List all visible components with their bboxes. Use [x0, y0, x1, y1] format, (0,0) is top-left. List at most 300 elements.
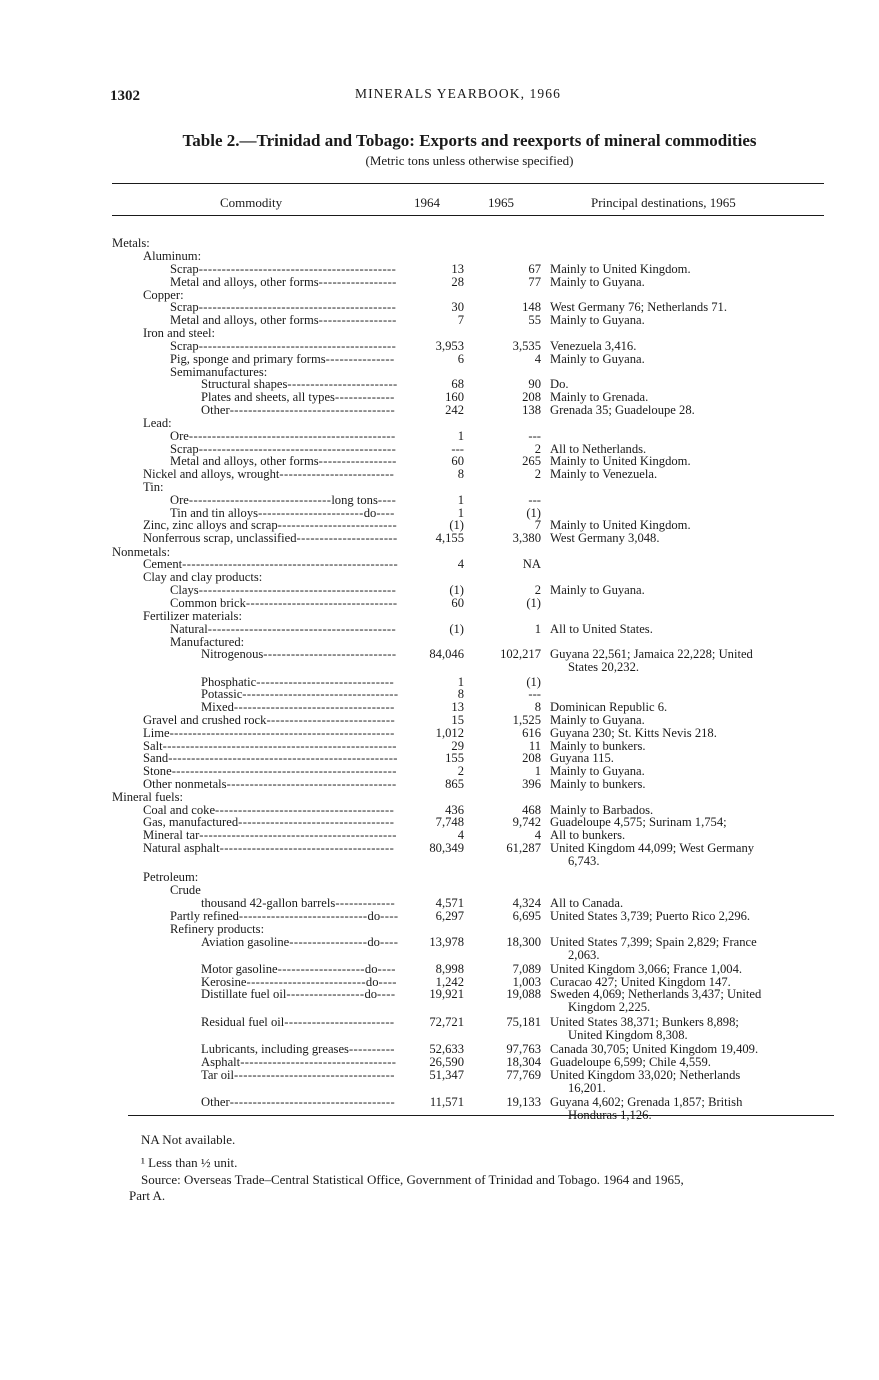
leader-dots: ---- [380, 909, 399, 923]
leader-dots: ---------------------------------- [242, 687, 399, 701]
row-label [143, 764, 397, 778]
cell-1964: 52,633 [429, 1042, 464, 1056]
footnote-1: ¹ Less than ½ unit. [141, 1155, 238, 1170]
cell-1964: 51,347 [429, 1068, 464, 1082]
leader-dots: ------------- [335, 896, 396, 910]
leader-dots: ------------------------------------------- [198, 300, 397, 314]
table-header-rule [112, 215, 824, 216]
table-row [0, 764, 879, 778]
cell-1965: 1,003 [512, 975, 541, 989]
row-label-text: Scrap [170, 300, 199, 314]
row-label [170, 339, 396, 353]
leader-dots: --------------------------------------------------- [162, 739, 397, 753]
row-label-text: Clays [170, 583, 199, 597]
row-label-text: Mixed [201, 700, 234, 714]
row-label [143, 751, 398, 765]
cell-destination: United Kingdom 44,099; West Germany [550, 841, 755, 855]
row-label [143, 815, 394, 829]
cell-1965: 2 [534, 442, 541, 456]
row-label-text: Coal and coke [143, 803, 216, 817]
table-row [0, 313, 879, 327]
cell-destination: Mainly to bunkers. [550, 777, 646, 791]
table-top-rule [112, 183, 824, 184]
row-label [143, 609, 242, 623]
leader-dots: ----------------------------- [263, 647, 397, 661]
row-label-text: Ore [170, 429, 189, 443]
row-label-text: Nitrogenous [201, 647, 264, 661]
table-row [0, 531, 879, 545]
cell-1964: 29 [451, 739, 464, 753]
table-row [0, 935, 879, 962]
row-label [143, 570, 262, 584]
leader-dots: ---------------------- [296, 531, 398, 545]
cell-1965: 18,304 [506, 1055, 541, 1069]
leader-dots: -------------------------- [246, 975, 366, 989]
row-label-text: Phosphatic [201, 675, 257, 689]
leader-dots: ---- [376, 506, 395, 520]
cell-1965: --- [528, 687, 541, 701]
row-label-text: Sand [143, 751, 169, 765]
cell-1965: NA [522, 557, 541, 571]
leader-dots: ---- [377, 493, 397, 507]
leader-dots: ------------------------------------------------- [169, 726, 395, 740]
row-label [143, 467, 394, 481]
row-label [170, 454, 397, 468]
leader-dots: ----------------- [289, 935, 368, 949]
table-row [0, 326, 879, 340]
cell-1964: 6,297 [435, 909, 464, 923]
leader-dots: ------------------- [277, 962, 365, 976]
leader-dots: ---- [379, 935, 399, 949]
row-label-text: Other [201, 403, 230, 417]
row-label-text: thousand 42-gallon barrels [201, 896, 336, 910]
unit-label: do [367, 935, 380, 949]
table-row [0, 249, 879, 263]
cell-destination: Mainly to Grenada. [550, 390, 649, 404]
row-label-text: Partly refined [170, 909, 239, 923]
cell-destination: Mainly to Barbados. [550, 803, 654, 817]
row-label-text: Nickel and alloys, wrought [143, 467, 280, 481]
cell-1965: 265 [522, 454, 541, 468]
row-label-text: Refinery products: [170, 922, 265, 936]
leader-dots: ----------------------------------- [234, 1068, 395, 1082]
cell-destination: Guyana 115. [550, 751, 614, 765]
cell-1965: 77 [528, 275, 541, 289]
leader-dots: ---- [378, 975, 397, 989]
cell-1964: 4,571 [435, 896, 464, 910]
row-label [170, 909, 399, 923]
row-label-text: Scrap [170, 442, 199, 456]
cell-1965: (1) [526, 675, 541, 689]
table-row [0, 1042, 879, 1056]
cell-1965: 6,695 [512, 909, 541, 923]
table-row [0, 518, 879, 532]
row-label [143, 828, 397, 842]
row-label-text: Aluminum: [143, 249, 202, 263]
cell-1964: 6 [457, 352, 464, 366]
header-1964: 1964 [414, 195, 440, 210]
row-label [170, 313, 397, 327]
page-number: 1302 [110, 88, 140, 104]
row-label-text: Zinc, zinc alloys and scrap [143, 518, 278, 532]
leader-dots: ----------------------------------------- [207, 622, 397, 636]
cell-1964: 68 [451, 377, 464, 391]
row-label [170, 583, 396, 597]
running-head: MINERALS YEARBOOK, 1966 [355, 86, 561, 101]
table-row [0, 262, 879, 276]
table-row [0, 713, 879, 727]
row-label-text: Residual fuel oil [201, 1015, 285, 1029]
row-label-text: Lubricants, including greases [201, 1042, 349, 1056]
row-label [170, 262, 396, 276]
leader-dots: ----------------------- [258, 506, 364, 520]
cell-1964: 4 [457, 828, 464, 842]
row-label [170, 622, 396, 636]
row-label [201, 1055, 396, 1069]
cell-1964: 8 [457, 687, 464, 701]
cell-destination: Mainly to Guyana. [550, 313, 645, 327]
cell-1964: 155 [445, 751, 464, 765]
cell-1965: 7,089 [512, 962, 541, 976]
cell-1964: 84,046 [429, 647, 464, 661]
unit-label: do [364, 962, 378, 976]
row-label [201, 987, 395, 1001]
table-row [0, 922, 879, 936]
table-row [0, 377, 879, 391]
cell-1964: 30 [451, 300, 464, 314]
leader-dots: ------------- [334, 390, 395, 404]
leader-dots: ---------------------------- [238, 909, 368, 923]
cell-1964: 1 [457, 675, 464, 689]
leader-dots: ------------------------ [284, 1015, 395, 1029]
row-label-text: Ore [170, 493, 189, 507]
cell-destination: West Germany 76; Netherlands 71. [550, 300, 728, 314]
row-label [143, 416, 172, 430]
cell-1965: 19,133 [506, 1095, 541, 1109]
cell-1964: 160 [445, 390, 464, 404]
cell-1965: 4 [534, 352, 541, 366]
cell-1965: 75,181 [506, 1015, 541, 1029]
cell-destination: Mainly to United Kingdom. [550, 454, 691, 468]
row-label [201, 1095, 395, 1109]
row-label-text: Pig, sponge and primary forms [170, 352, 326, 366]
cell-1965: 55 [528, 313, 541, 327]
table-row [0, 339, 879, 353]
leader-dots: ----------------------------------------------- [182, 557, 399, 571]
cell-1965: 396 [522, 777, 541, 791]
row-label-text: Crude [170, 883, 201, 897]
cell-1965: 148 [522, 300, 541, 314]
table-title: Table 2.—Trinidad and Tobago: Exports and reexports of mineral commodities [182, 131, 757, 150]
cell-destination: Guyana 230; St. Kitts Nevis 218. [550, 726, 717, 740]
table-subtitle: (Metric tons unless otherwise specified) [365, 153, 574, 168]
row-label [143, 726, 395, 740]
row-label-text: Copper: [143, 288, 184, 302]
row-label-text: Nonferrous scrap, unclassified [143, 531, 297, 545]
row-label-text: Metal and alloys, other forms [170, 275, 319, 289]
cell-destination: All to United States. [550, 622, 653, 636]
leader-dots: --------------- [325, 352, 395, 366]
table-row [0, 467, 879, 481]
cell-destination-cont: Kingdom 2,225. [568, 1000, 651, 1014]
table-row [0, 1055, 879, 1069]
cell-1964: 1 [457, 506, 464, 520]
leader-dots: ----------------------------------- [233, 700, 395, 714]
leader-dots: ------------------------------------------- [198, 583, 397, 597]
cell-destination: United Kingdom 3,066; France 1,004. [550, 962, 743, 976]
cell-1964: 2 [457, 764, 464, 778]
table-row [0, 841, 879, 868]
table-row [0, 1068, 879, 1095]
row-label-text: Structural shapes [201, 377, 288, 391]
cell-destination: Mainly to United Kingdom. [550, 262, 691, 276]
table-row [0, 987, 879, 1014]
cell-1964: 4,155 [435, 531, 464, 545]
cell-1964: 60 [451, 454, 464, 468]
row-label [201, 687, 398, 701]
row-label [201, 1042, 395, 1056]
row-label [170, 596, 398, 610]
table-row [0, 700, 879, 714]
row-label [143, 249, 201, 263]
leader-dots: ---- [377, 987, 396, 1001]
cell-1965: 90 [528, 377, 541, 391]
row-label-text: Metals: [112, 236, 150, 250]
leader-dots: ---------------------------- [266, 713, 396, 727]
table-row [0, 883, 879, 897]
row-label [170, 493, 396, 507]
cell-destination: Guadeloupe 4,575; Surinam 1,754; [550, 815, 727, 829]
cell-1964: 1,012 [435, 726, 464, 740]
row-label-text: Mineral fuels: [112, 790, 183, 804]
cell-1964: 8 [457, 467, 464, 481]
leader-dots: ----------------- [318, 275, 397, 289]
cell-destination: Mainly to Venezuela. [550, 467, 658, 481]
row-label-text: Metal and alloys, other forms [170, 454, 319, 468]
leader-dots: ----------------- [318, 313, 397, 327]
cell-1964: (1) [449, 583, 464, 597]
row-label-text: Tar oil [201, 1068, 235, 1082]
leader-dots: ------------------------------------ [229, 403, 396, 417]
cell-destination: West Germany 3,048. [550, 531, 660, 545]
cell-1964: 13 [451, 700, 464, 714]
table-row [0, 870, 879, 884]
row-label [170, 883, 201, 897]
cell-1964: 72,721 [429, 1015, 464, 1029]
row-label-text: Natural [170, 622, 208, 636]
row-label-text: Other [201, 1095, 230, 1109]
table-row [0, 909, 879, 923]
table-row [0, 403, 879, 417]
cell-1964: 8,998 [435, 962, 464, 976]
row-label [143, 480, 164, 494]
row-label-text: Scrap [170, 262, 199, 276]
unit-label: do [364, 987, 378, 1001]
row-label [112, 236, 150, 250]
header-1965: 1965 [488, 195, 514, 210]
row-label-text: Petroleum: [143, 870, 199, 884]
leader-dots: ---------- [348, 1042, 395, 1056]
cell-1964: 7 [457, 313, 464, 327]
cell-1965: 2 [534, 467, 541, 481]
table-row [0, 609, 879, 623]
cell-destination: Mainly to bunkers. [550, 739, 646, 753]
cell-destination: Guyana 22,561; Jamaica 22,228; United [550, 647, 753, 661]
table-row [0, 815, 879, 829]
cell-1964: (1) [449, 622, 464, 636]
row-label-text: Fertilizer materials: [143, 609, 242, 623]
leader-dots: --------------------------------------------- [188, 429, 396, 443]
row-label-text: Manufactured: [170, 635, 245, 649]
leader-dots: ---- [377, 962, 396, 976]
table-row [0, 429, 879, 443]
row-label [201, 647, 397, 661]
cell-destination: Mainly to Guyana. [550, 713, 645, 727]
cell-1965: 4 [534, 828, 541, 842]
cell-1965: 208 [522, 751, 541, 765]
row-label [143, 326, 215, 340]
header-destinations: Principal destinations, 1965 [591, 195, 736, 210]
row-label-text: Tin: [143, 480, 164, 494]
leader-dots: ---------------------------------- [240, 1055, 397, 1069]
cell-destination: All to Netherlands. [550, 442, 647, 456]
cell-1965: 11 [528, 739, 541, 753]
row-label [143, 777, 397, 791]
cell-destination: Mainly to Guyana. [550, 275, 645, 289]
cell-1965: 18,300 [506, 935, 541, 949]
row-label [201, 377, 398, 391]
row-label-text: Scrap [170, 339, 199, 353]
leader-dots: ------------------------------------ [229, 1095, 396, 1109]
cell-1965: (1) [526, 596, 541, 610]
table-row [0, 570, 879, 584]
table-bottom-rule [128, 1115, 834, 1116]
table-row [0, 647, 879, 674]
cell-destination: Do. [550, 377, 569, 391]
table-row [0, 596, 879, 610]
leader-dots: -------------------------------------------------- [168, 751, 398, 765]
row-label-text: Gas, manufactured [143, 815, 239, 829]
table-row [0, 390, 879, 404]
row-label [143, 531, 398, 545]
leader-dots: ------------------------------------------- [198, 339, 397, 353]
row-label-text: Lead: [143, 416, 172, 430]
cell-destination: Dominican Republic 6. [550, 700, 668, 714]
table-row [0, 480, 879, 494]
row-label [201, 1068, 395, 1082]
footnote-na: NA Not available. [141, 1132, 236, 1147]
leader-dots: ------------------------- [279, 467, 395, 481]
row-label [170, 352, 395, 366]
row-label [112, 790, 183, 804]
table-row [0, 275, 879, 289]
cell-1965: 468 [522, 803, 541, 817]
row-label-text: Common brick [170, 596, 246, 610]
cell-1965: 1 [534, 622, 541, 636]
cell-destination: Guyana 4,602; Grenada 1,857; British [550, 1095, 743, 1109]
cell-destination: Mainly to Guyana. [550, 764, 645, 778]
cell-destination-cont: States 20,232. [568, 660, 640, 674]
table-row [0, 300, 879, 314]
cell-destination: Grenada 35; Guadeloupe 28. [550, 403, 695, 417]
cell-1965: 8 [534, 700, 541, 714]
table-row [0, 962, 879, 976]
row-label-text: Nonmetals: [112, 545, 171, 559]
table-row [0, 751, 879, 765]
row-label [143, 557, 398, 571]
cell-1964: 865 [445, 777, 464, 791]
cell-1964: 11,571 [429, 1095, 464, 1109]
row-label-text: Cement [143, 557, 183, 571]
cell-1965: 4,324 [512, 896, 541, 910]
cell-1964: 1,242 [435, 975, 464, 989]
row-label [143, 518, 397, 532]
cell-destination: Mainly to United Kingdom. [550, 518, 691, 532]
row-label-text: Clay and clay products: [143, 570, 263, 584]
cell-1965: 1,525 [512, 713, 541, 727]
table-row [0, 416, 879, 430]
table-row [0, 687, 879, 701]
cell-1965: 3,380 [512, 531, 541, 545]
leader-dots: --------------------------------- [245, 596, 398, 610]
leader-dots: -------------------------------------- [219, 841, 395, 855]
cell-destination: Guadeloupe 6,599; Chile 4,559. [550, 1055, 711, 1069]
cell-destination: Mainly to Guyana. [550, 583, 645, 597]
unit-label: do [367, 909, 381, 923]
row-label [201, 962, 396, 976]
leader-dots: ----------------- [286, 987, 365, 1001]
leader-dots: ------------------------------------------- [199, 828, 397, 842]
row-label [201, 1015, 395, 1029]
cell-1965: 67 [528, 262, 541, 276]
cell-1964: 80,349 [429, 841, 464, 855]
row-label-text: Metal and alloys, other forms [170, 313, 319, 327]
cell-destination: Mainly to Guyana. [550, 352, 645, 366]
table-row [0, 352, 879, 366]
table-row [0, 557, 879, 571]
row-label-text: Plates and sheets, all types [201, 390, 335, 404]
cell-destination-cont: 16,201. [568, 1081, 606, 1095]
leader-dots: -------------------------- [277, 518, 398, 532]
cell-1964: 15 [451, 713, 464, 727]
cell-destination: United States 3,739; Puerto Rico 2,296. [550, 909, 751, 923]
leader-dots: ------------------------------------- [226, 777, 397, 791]
row-label [201, 403, 395, 417]
table-row [0, 1095, 879, 1122]
source-note: Source: Overseas Trade–Central Statistical Office, Government of Trinidad and Tobago. 1964 and 1965, [141, 1172, 684, 1187]
row-label [170, 922, 264, 936]
row-label [170, 300, 396, 314]
cell-1965: 97,763 [506, 1042, 541, 1056]
row-label-text: Kerosine [201, 975, 247, 989]
cell-1965: 3,535 [512, 339, 541, 353]
cell-1965: 19,088 [506, 987, 541, 1001]
leader-dots: ------------------------------------------- [198, 442, 397, 456]
cell-destination-cont: 2,063. [568, 948, 600, 962]
table-row [0, 896, 879, 910]
cell-destination: Sweden 4,069; Netherlands 3,437; United [550, 987, 762, 1001]
row-label-text: Gravel and crushed rock [143, 713, 267, 727]
row-label-text: Salt [143, 739, 163, 753]
row-label-text: Iron and steel: [143, 326, 216, 340]
cell-1964: 436 [445, 803, 464, 817]
row-label-text: Stone [143, 764, 172, 778]
cell-1965: 9,742 [512, 815, 541, 829]
row-label-text: Lime [143, 726, 170, 740]
row-label-text: Aviation gasoline [201, 935, 290, 949]
table-row [0, 493, 879, 507]
cell-destination: Venezuela 3,416. [550, 339, 637, 353]
